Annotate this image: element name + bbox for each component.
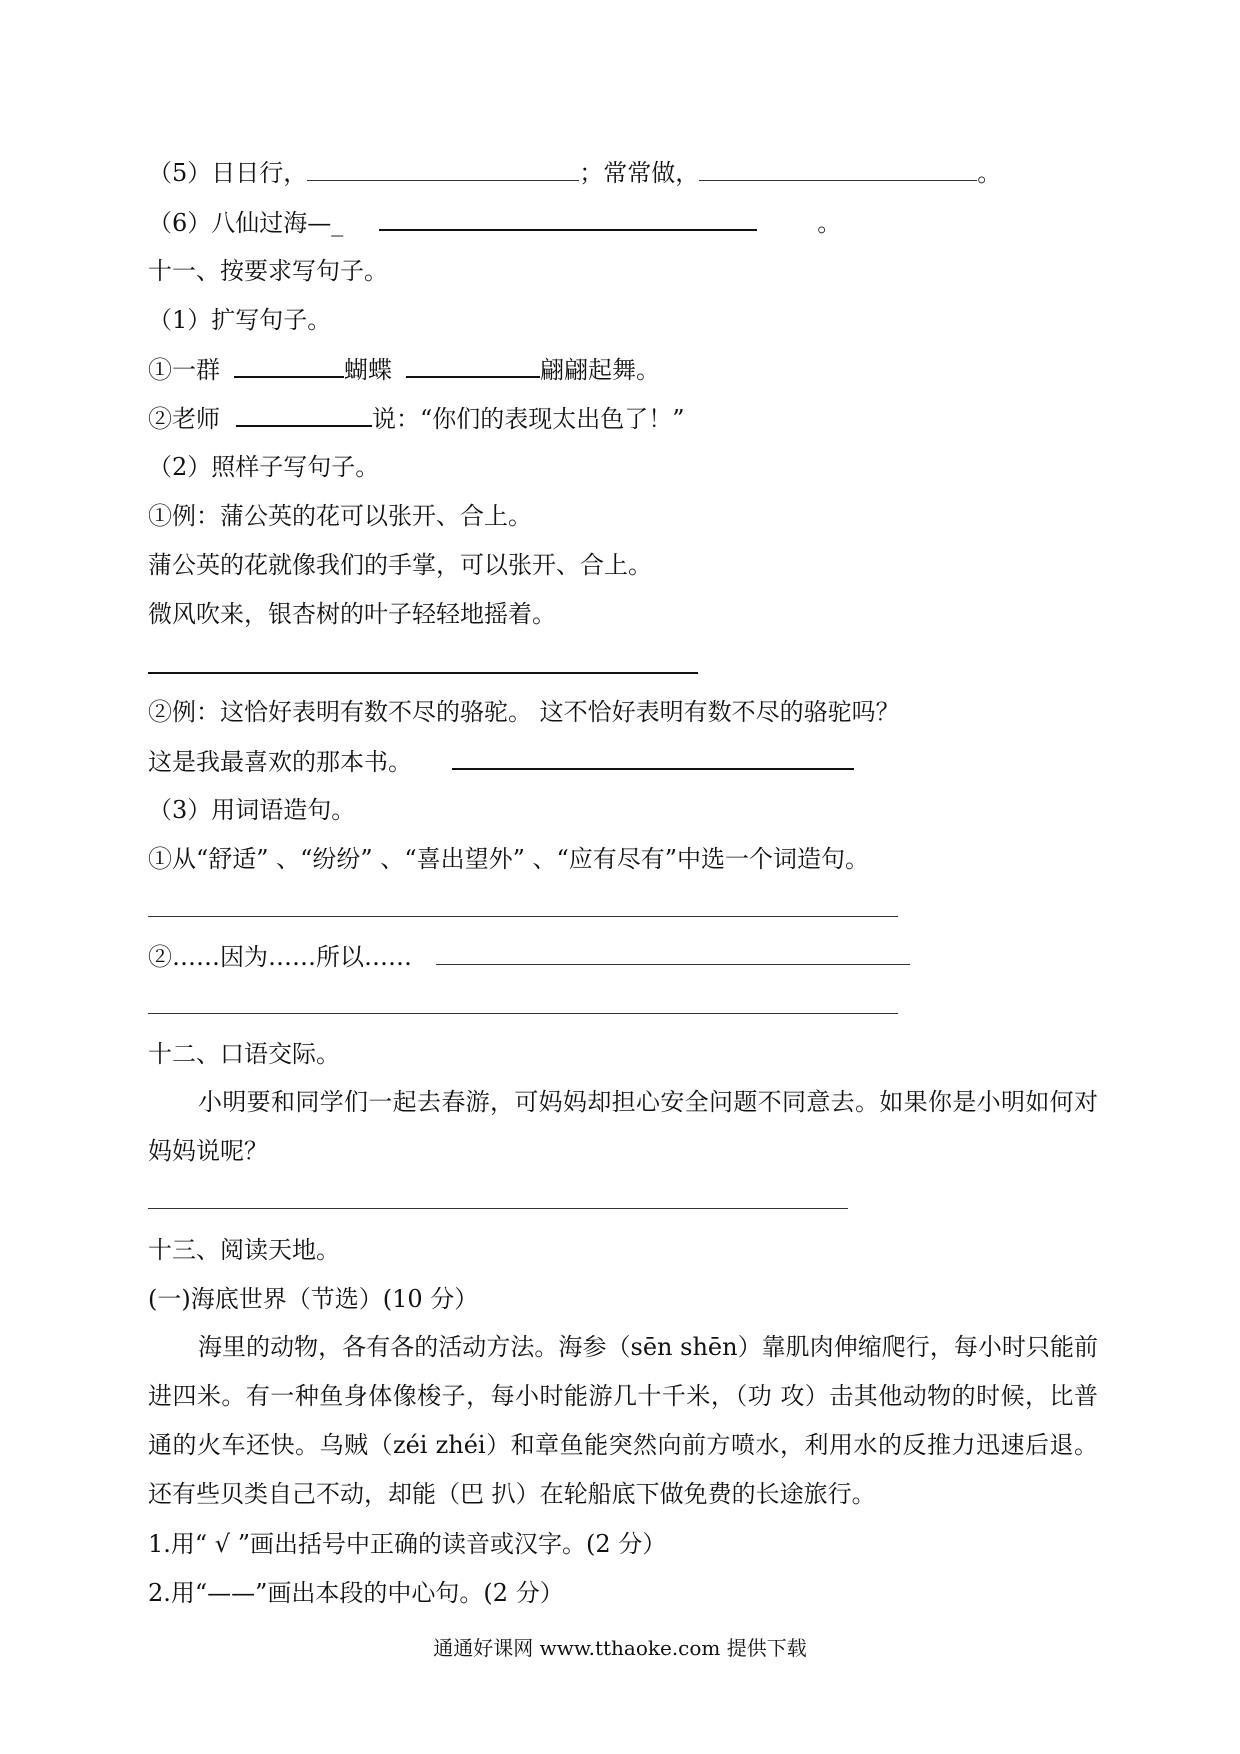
footer: 通通好课网 www.tthaoke.com 提供下载 [433,1636,807,1660]
answer-blank[interactable] [699,160,977,181]
answer-blank[interactable] [379,207,757,231]
q10-item5: （5）日日行， ；常常做， 。 [148,159,1002,187]
word-sentence-1: ①从“舒适” 、“纷纷” 、“喜出望外” 、“应有尽有”中选一个词造句。 [148,845,870,873]
subsection-1: （1）扩写句子。 [148,306,332,334]
example-2: ②例：这恰好表明有数不尽的骆驼。 这不恰好表明有数不尽的骆驼吗？ [148,698,900,726]
word-sentence-2: ②……因为……所以…… [148,942,910,972]
answer-line[interactable] [148,1208,848,1209]
answer-blank[interactable] [452,746,854,770]
oral-communication-text: 小明要和同学们一起去春游，可妈妈却担心安全问题不同意去。如果你是小明如何对妈妈说呢？ [148,1088,1098,1165]
example-1-question: 微风吹来，银杏树的叶子轻轻地摇着。 [148,600,556,628]
answer-blank[interactable] [436,944,910,965]
q10-item6: （6）八仙过海—_ 。 [148,209,842,237]
section-title-13: 十三、阅读天地。 [148,1236,340,1264]
task-2: 2.用“——”画出本段的中心句。(2 分） [148,1579,564,1607]
example-1: ①例：蒲公英的花可以张开、合上。 [148,502,532,530]
answer-blank[interactable] [234,354,344,378]
reading-subtitle: (一)海底世界（节选）(10 分） [148,1285,479,1313]
answer-blank[interactable] [406,354,540,378]
reading-passage: 海里的动物，各有各的活动方法。海参（sēn shēn）靠肌肉伸缩爬行，每小时只能前进四米。有一种鱼身体像梭子，每小时能游几十千米，（功 攻）击其他动物的时候，比普通的火车还快。乌贼（zéi zhéi）和章鱼能突然向前方喷水，利用水的反推力迅速后退。还有些贝类自己不动，却能（巴 扒）在轮船底下做免费的长途旅行。 [148,1333,1098,1508]
answer-blank[interactable] [236,403,372,427]
answer-line[interactable] [148,1013,898,1014]
example-2-question: 这是我最喜欢的那本书。 [148,746,854,777]
answer-line[interactable] [148,916,898,917]
example-1-answer: 蒲公英的花就像我们的手掌，可以张开、合上。 [148,551,652,579]
subsection-3: （3）用词语造句。 [148,796,356,824]
expand-sentence-2: ②老师 说：“你们的表现太出色了！” [148,405,685,433]
section-title-12: 十二、口语交际。 [148,1040,340,1068]
expand-sentence-1: ①一群 蝴蝶 翩翩起舞。 [148,356,660,384]
subsection-2: （2）照样子写句子。 [148,453,380,481]
task-1: 1.用“ √ ”画出括号中正确的读音或汉字。(2 分） [148,1530,667,1558]
section-title-11: 十一、按要求写句子。 [148,257,388,285]
answer-line[interactable] [148,672,698,674]
answer-blank[interactable] [307,160,579,181]
